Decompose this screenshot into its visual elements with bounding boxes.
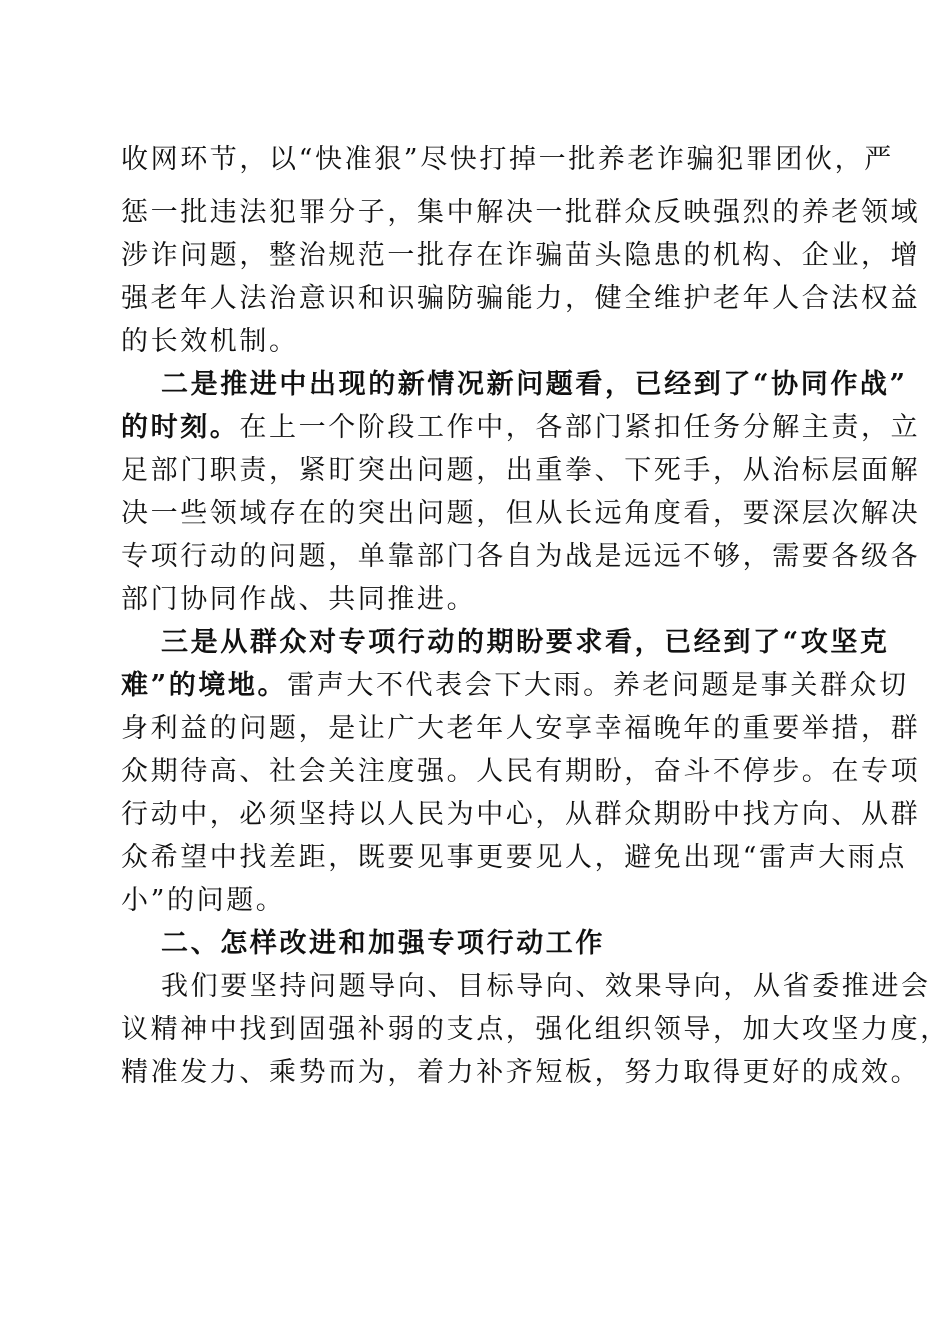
text-run: 二、怎样改进和加强专项行动工作	[161, 928, 605, 959]
text-run: 在上一个阶段工作中，各部门紧扣任务分解主责，立	[239, 412, 921, 443]
text-line	[121, 326, 299, 358]
text-run: 身利益的问题，是让广大老年人安享幸福晚年的重要举措，群	[121, 713, 921, 744]
text-run: 议精神中找到固强补弱的支点，强化组织领导，加大攻坚力度，	[121, 1014, 950, 1045]
text-line	[121, 283, 920, 315]
text-run-bold: 的时刻。	[121, 412, 240, 443]
text-line	[121, 455, 920, 487]
section-title	[161, 928, 605, 960]
section-heading-two	[161, 369, 908, 401]
text-run: 足部门职责，紧盯突出问题，出重拳、下死手，从治标层面解	[121, 455, 921, 486]
text-line	[121, 498, 920, 530]
text-run: 部门协同作战、共同推进。	[121, 584, 477, 615]
text-line	[121, 670, 909, 702]
text-line	[121, 1057, 920, 1089]
text-line	[121, 1014, 950, 1046]
text-run: 决一些领域存在的突出问题，但从长远角度看，要深层次解决	[121, 498, 921, 529]
text-run: 雷声大不代表会下大雨。养老问题是事关群众切	[287, 670, 909, 701]
text-line	[121, 713, 920, 745]
text-line	[121, 197, 920, 229]
text-line	[121, 144, 894, 176]
text-line	[121, 240, 920, 272]
text-run-bold: 难”的境地。	[121, 670, 288, 701]
text-line	[121, 412, 920, 444]
text-run: 强老年人法治意识和识骗防骗能力，健全维护老年人合法权益	[121, 283, 921, 314]
text-run: 三是从群众对专项行动的期盼要求看，已经到了“攻坚克	[161, 627, 890, 658]
text-line	[121, 842, 907, 874]
text-run: 涉诈问题，整治规范一批存在诈骗苗头隐患的机构、企业，增	[121, 240, 921, 271]
text-run: 小”的问题。	[121, 885, 286, 916]
text-run: 众希望中找差距，既要见事更要见人，避免出现“雷声大雨点	[121, 842, 908, 873]
text-run: 精准发力、乘势而为，着力补齐短板，努力取得更好的成效。	[121, 1057, 921, 1088]
text-line	[121, 756, 920, 788]
text-line	[121, 799, 920, 831]
text-run: 专项行动的问题，单靠部门各自为战是远远不够，需要各级各	[121, 541, 921, 572]
text-line	[121, 885, 285, 917]
text-run: 惩一批违法犯罪分子，集中解决一批群众反映强烈的养老领域	[121, 197, 921, 228]
text-line	[161, 971, 931, 1003]
text-run: 二是推进中出现的新情况新问题看，已经到了“协同作战”	[161, 369, 908, 400]
text-run: 的长效机制。	[121, 326, 299, 357]
text-run: 众期待高、社会关注度强。人民有期盼，奋斗不停步。在专项	[121, 756, 921, 787]
text-line	[121, 584, 476, 616]
text-run: 行动中，必须坚持以人民为中心，从群众期盼中找方向、从群	[121, 799, 921, 830]
text-line	[121, 541, 920, 573]
text-run: 我们要坚持问题导向、目标导向、效果导向，从省委推进会	[161, 971, 931, 1002]
text-run: 收网环节，以“快准狠”尽快打掉一批养老诈骗犯罪团伙，严	[121, 144, 894, 175]
section-heading-three	[161, 627, 890, 659]
